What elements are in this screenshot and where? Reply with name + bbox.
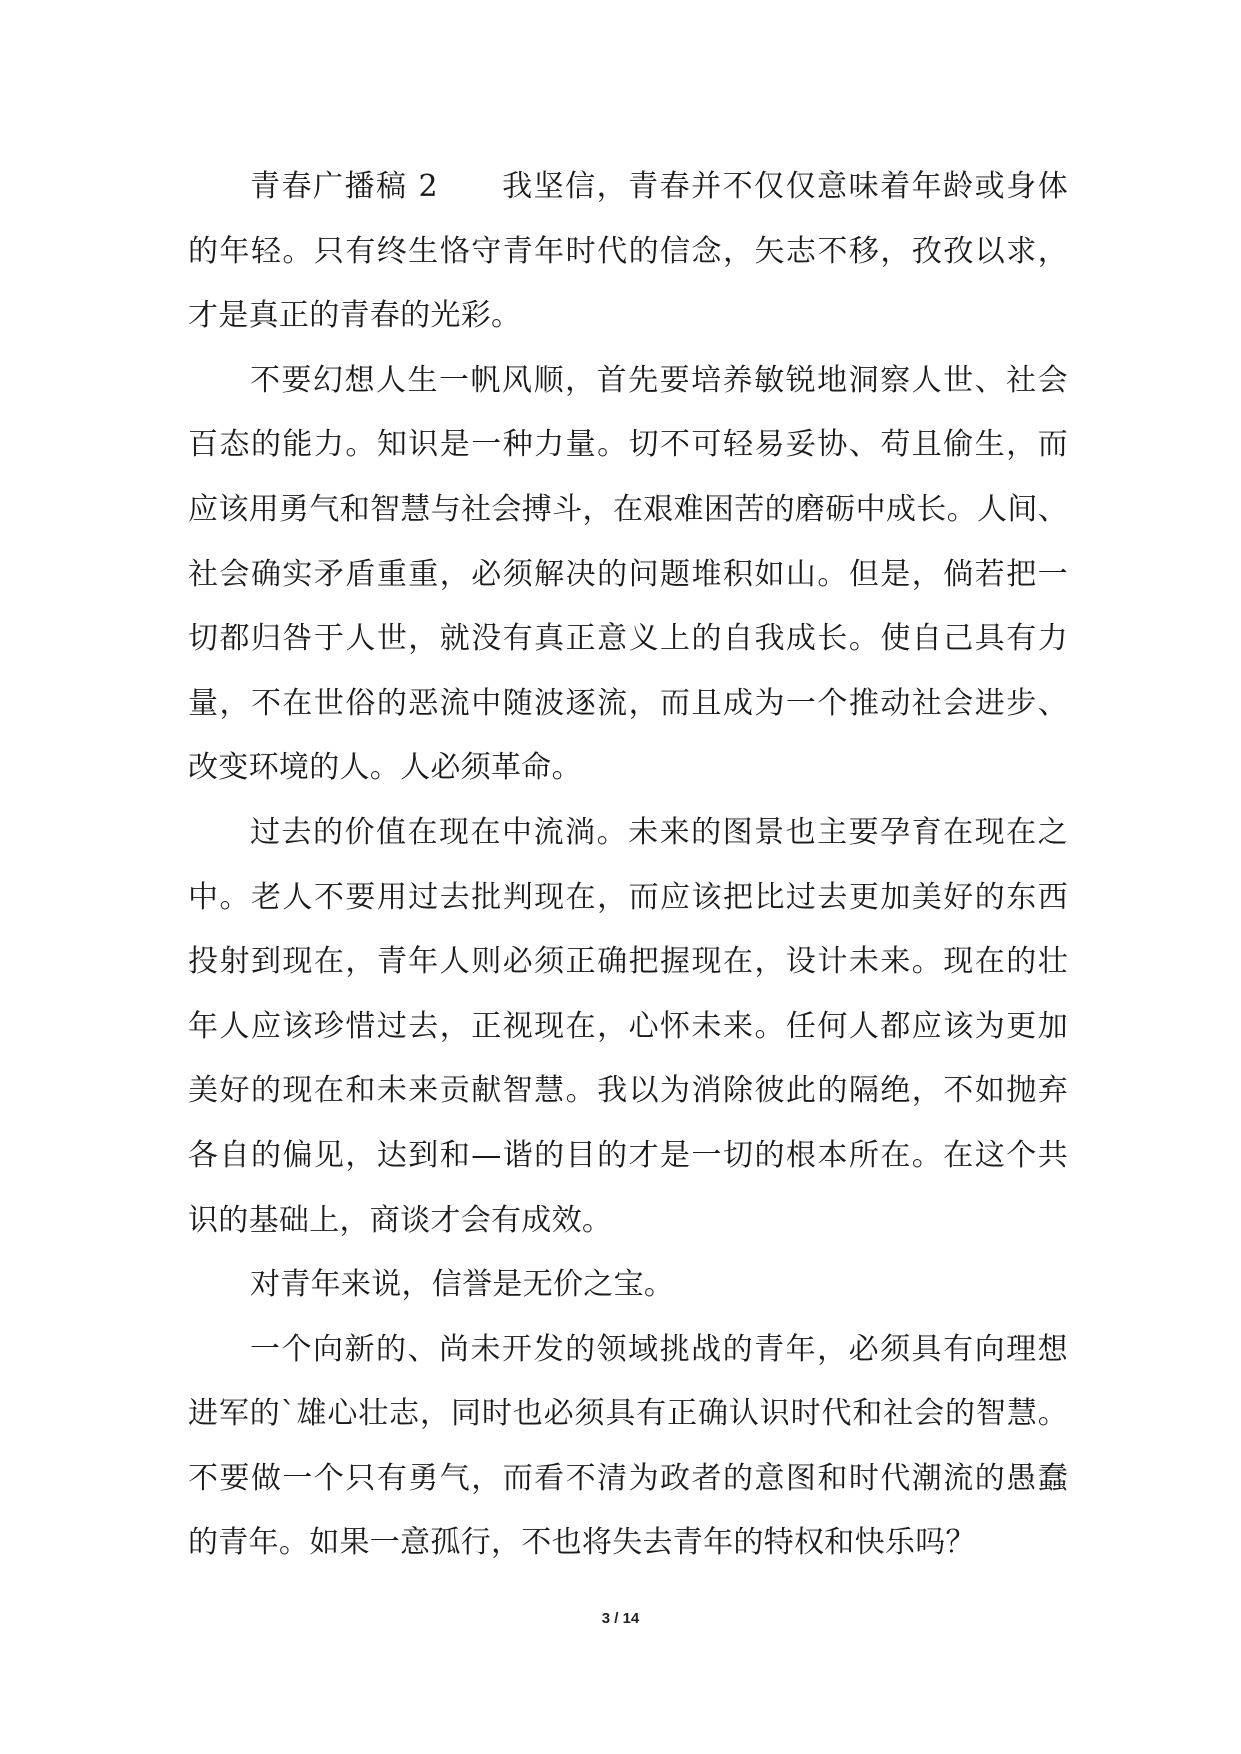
text-line: 的青年。如果一意孤行，不也将失去青年的特权和快乐吗？ (188, 1525, 976, 1561)
text-line: 应该用勇气和智慧与社会搏斗，在艰难困苦的磨砺中成长。人间、 (188, 491, 1068, 527)
text-line: 投射到现在，青年人则必须正确把握现在，设计未来。现在的壮 (188, 944, 1068, 980)
text-line: 不要幻想人生一帆风顺，首先要培养敏锐地洞察人世、社会 (250, 362, 1068, 398)
text-line: 过去的价值在现在中流淌。未来的图景也主要孕育在现在之 (250, 814, 1068, 850)
text-line: 的年轻。只有终生恪守青年时代的信念，矢志不移，孜孜以求， (188, 233, 1068, 269)
body-text (188, 155, 1068, 1576)
text-line: 社会确实矛盾重重，必须解决的问题堆积如山。但是，倘若把一 (188, 556, 1068, 592)
page-number: 3 / 14 (601, 1610, 640, 1627)
text-line: 不要做一个只有勇气，而看不清为政者的意图和时代潮流的愚蠢 (188, 1460, 1068, 1496)
text-line: 青春广播稿 2 我坚信，青春并不仅仅意味着年龄或身体 (250, 169, 1068, 204)
text-line: 才是真正的青春的光彩。 (188, 298, 522, 334)
text-line: 各自的偏见，达到和—谐的目的才是一切的根本所在。在这个共 (188, 1137, 1068, 1173)
text-line: 中。老人不要用过去批判现在，而应该把比过去更加美好的东西 (188, 879, 1068, 915)
text-line: 切都归咎于人世，就没有真正意义上的自我成长。使自己具有力 (188, 621, 1068, 657)
text-line: 一个向新的、尚未开发的领域挑战的青年，必须具有向理想 (250, 1331, 1068, 1367)
text-line: 百态的能力。知识是一种力量。切不可轻易妥协、苟且偷生，而 (188, 427, 1068, 463)
text-line: 进军的`雄心壮志，同时也必须具有正确认识时代和社会的智慧。 (188, 1396, 1068, 1432)
text-line: 对青年来说，信誉是无价之宝。 (250, 1267, 675, 1303)
text-line: 量，不在世俗的恶流中随波逐流，而且成为一个推动社会进步、 (188, 685, 1068, 721)
text-line: 美好的现在和未来贡献智慧。我以为消除彼此的隔绝，不如抛弃 (188, 1073, 1068, 1109)
text-line: 改变环境的人。人必须革命。 (188, 750, 582, 786)
text-line: 识的基础上，商谈才会有成效。 (188, 1202, 613, 1238)
text-line: 年人应该珍惜过去，正视现在，心怀未来。任何人都应该为更加 (188, 1008, 1068, 1044)
